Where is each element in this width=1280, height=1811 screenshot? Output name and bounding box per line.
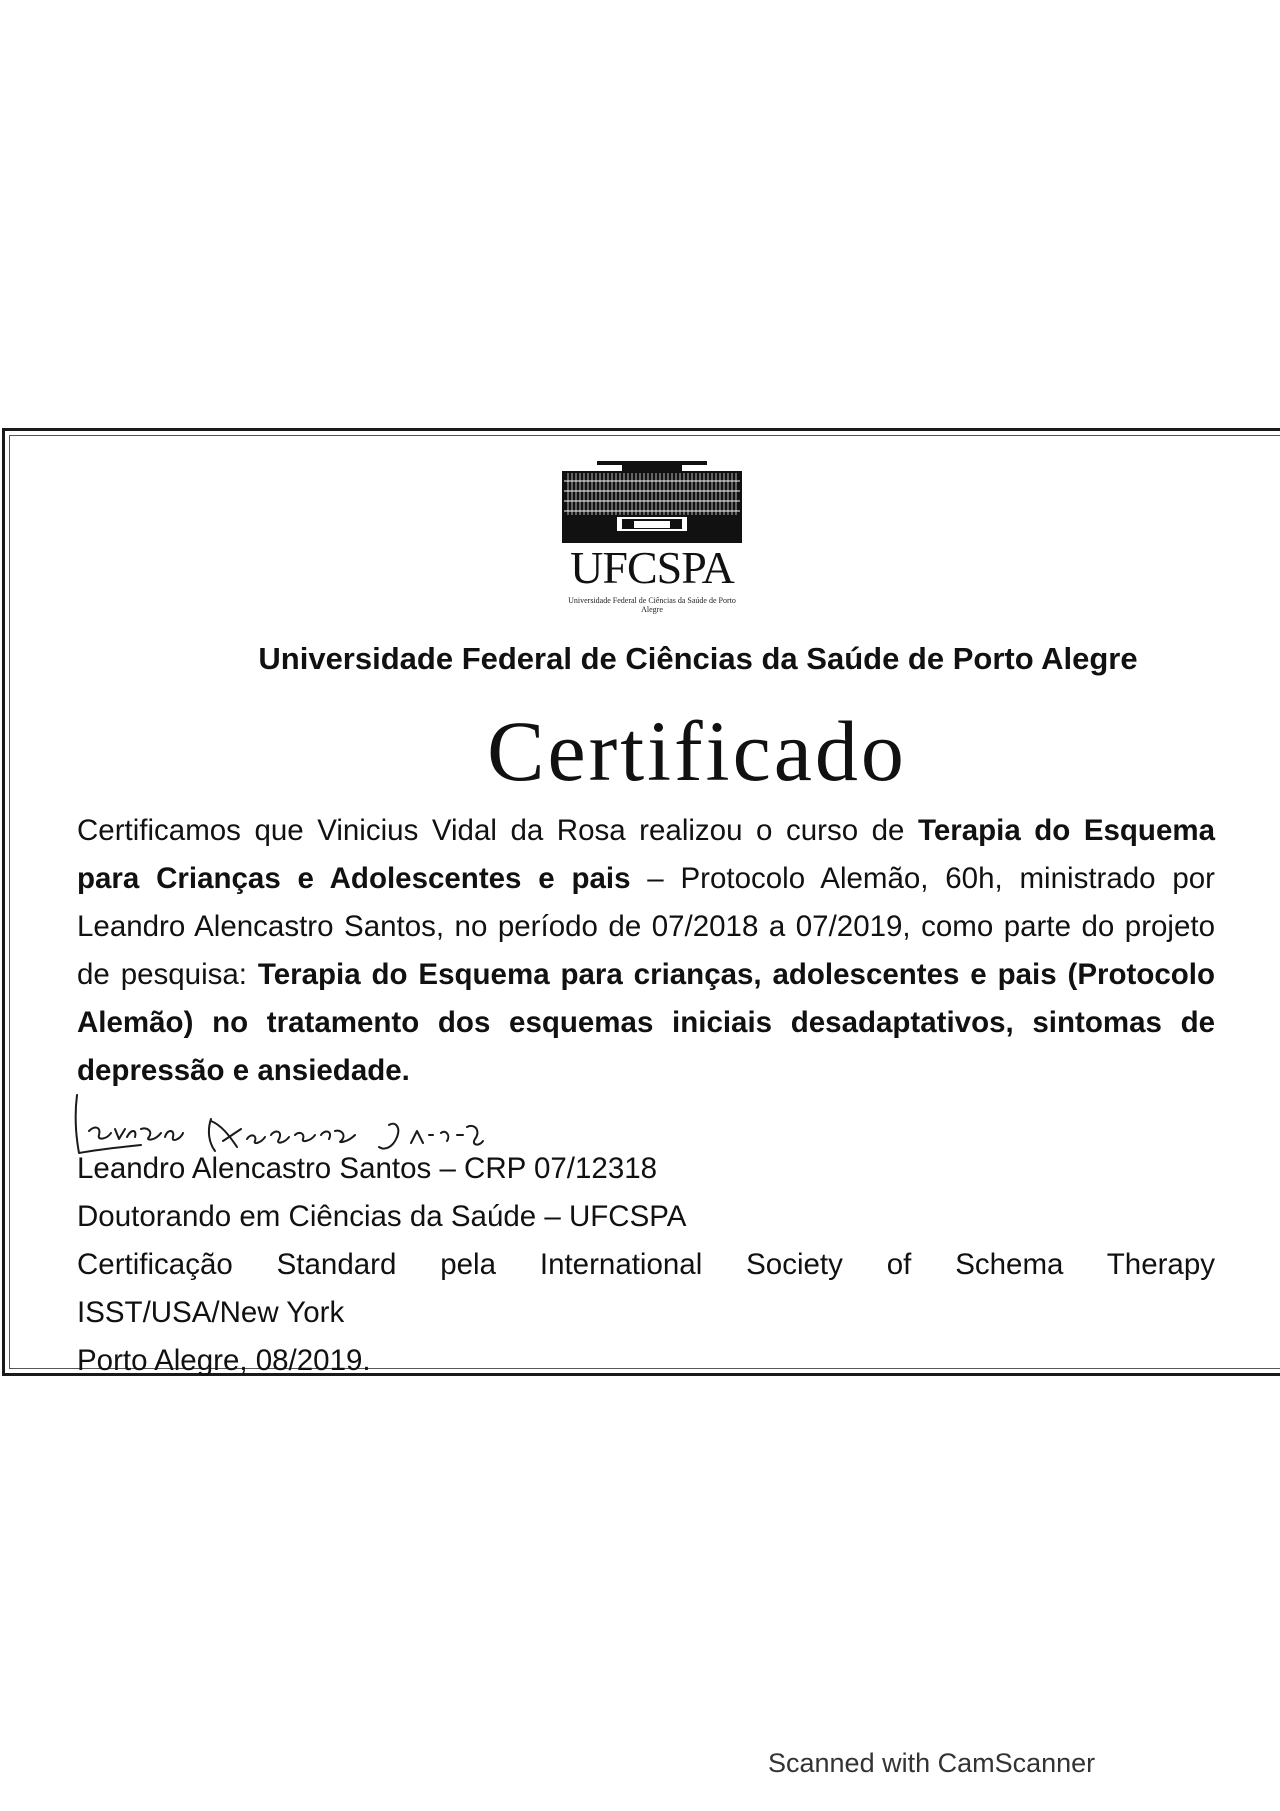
university-name: Universidade Federal de Ciências da Saúde de Porto Alegre <box>258 641 1138 676</box>
ufcspa-logo <box>562 461 742 621</box>
body-intro: Certificamos que Vinicius Vidal da Rosa realizou o curso de <box>77 814 918 847</box>
scanner-watermark: Scanned with CamScanner <box>768 1748 1096 1778</box>
logo-tagline: Universidade Federal de Ciências da Saúde de Porto Alegre <box>568 596 736 614</box>
building-icon <box>562 461 742 543</box>
body-details: – Protocolo Alemão, 60h, ministrado por Leandro Alencastro Santos, no período de 07/2018 a 07/2019, como parte do projeto de pesquisa: <box>77 862 1215 991</box>
place-and-date: Porto Alegre, 08/2019. <box>77 1344 371 1377</box>
certificate-title: Certificado <box>487 703 907 799</box>
certificate <box>2 428 1280 1376</box>
certificate-body <box>77 807 1215 1095</box>
signer-name-line: Leandro Alencastro Santos – CRP 07/12318 <box>77 1152 658 1185</box>
course-name: Terapia do Esquema para Crianças e Adolescentes e pais <box>77 814 1215 895</box>
research-project: Terapia do Esquema para crianças, adolescentes e pais (Protocolo Alemão) no tratamento dos esquemas iniciais desadaptativos, sintomas de depressão e ansiedade. <box>77 958 1215 1087</box>
signer-certification-line: Certificação Standard pela International Society of Schema Therapy <box>77 1248 1215 1281</box>
signer-block <box>77 1145 1215 1385</box>
signer-certification-org: ISST/USA/New York <box>77 1296 345 1329</box>
logo-wordmark: UFCSPA <box>570 542 734 593</box>
signer-degree-line: Doutorando em Ciências da Saúde – UFCSPA <box>77 1200 687 1233</box>
